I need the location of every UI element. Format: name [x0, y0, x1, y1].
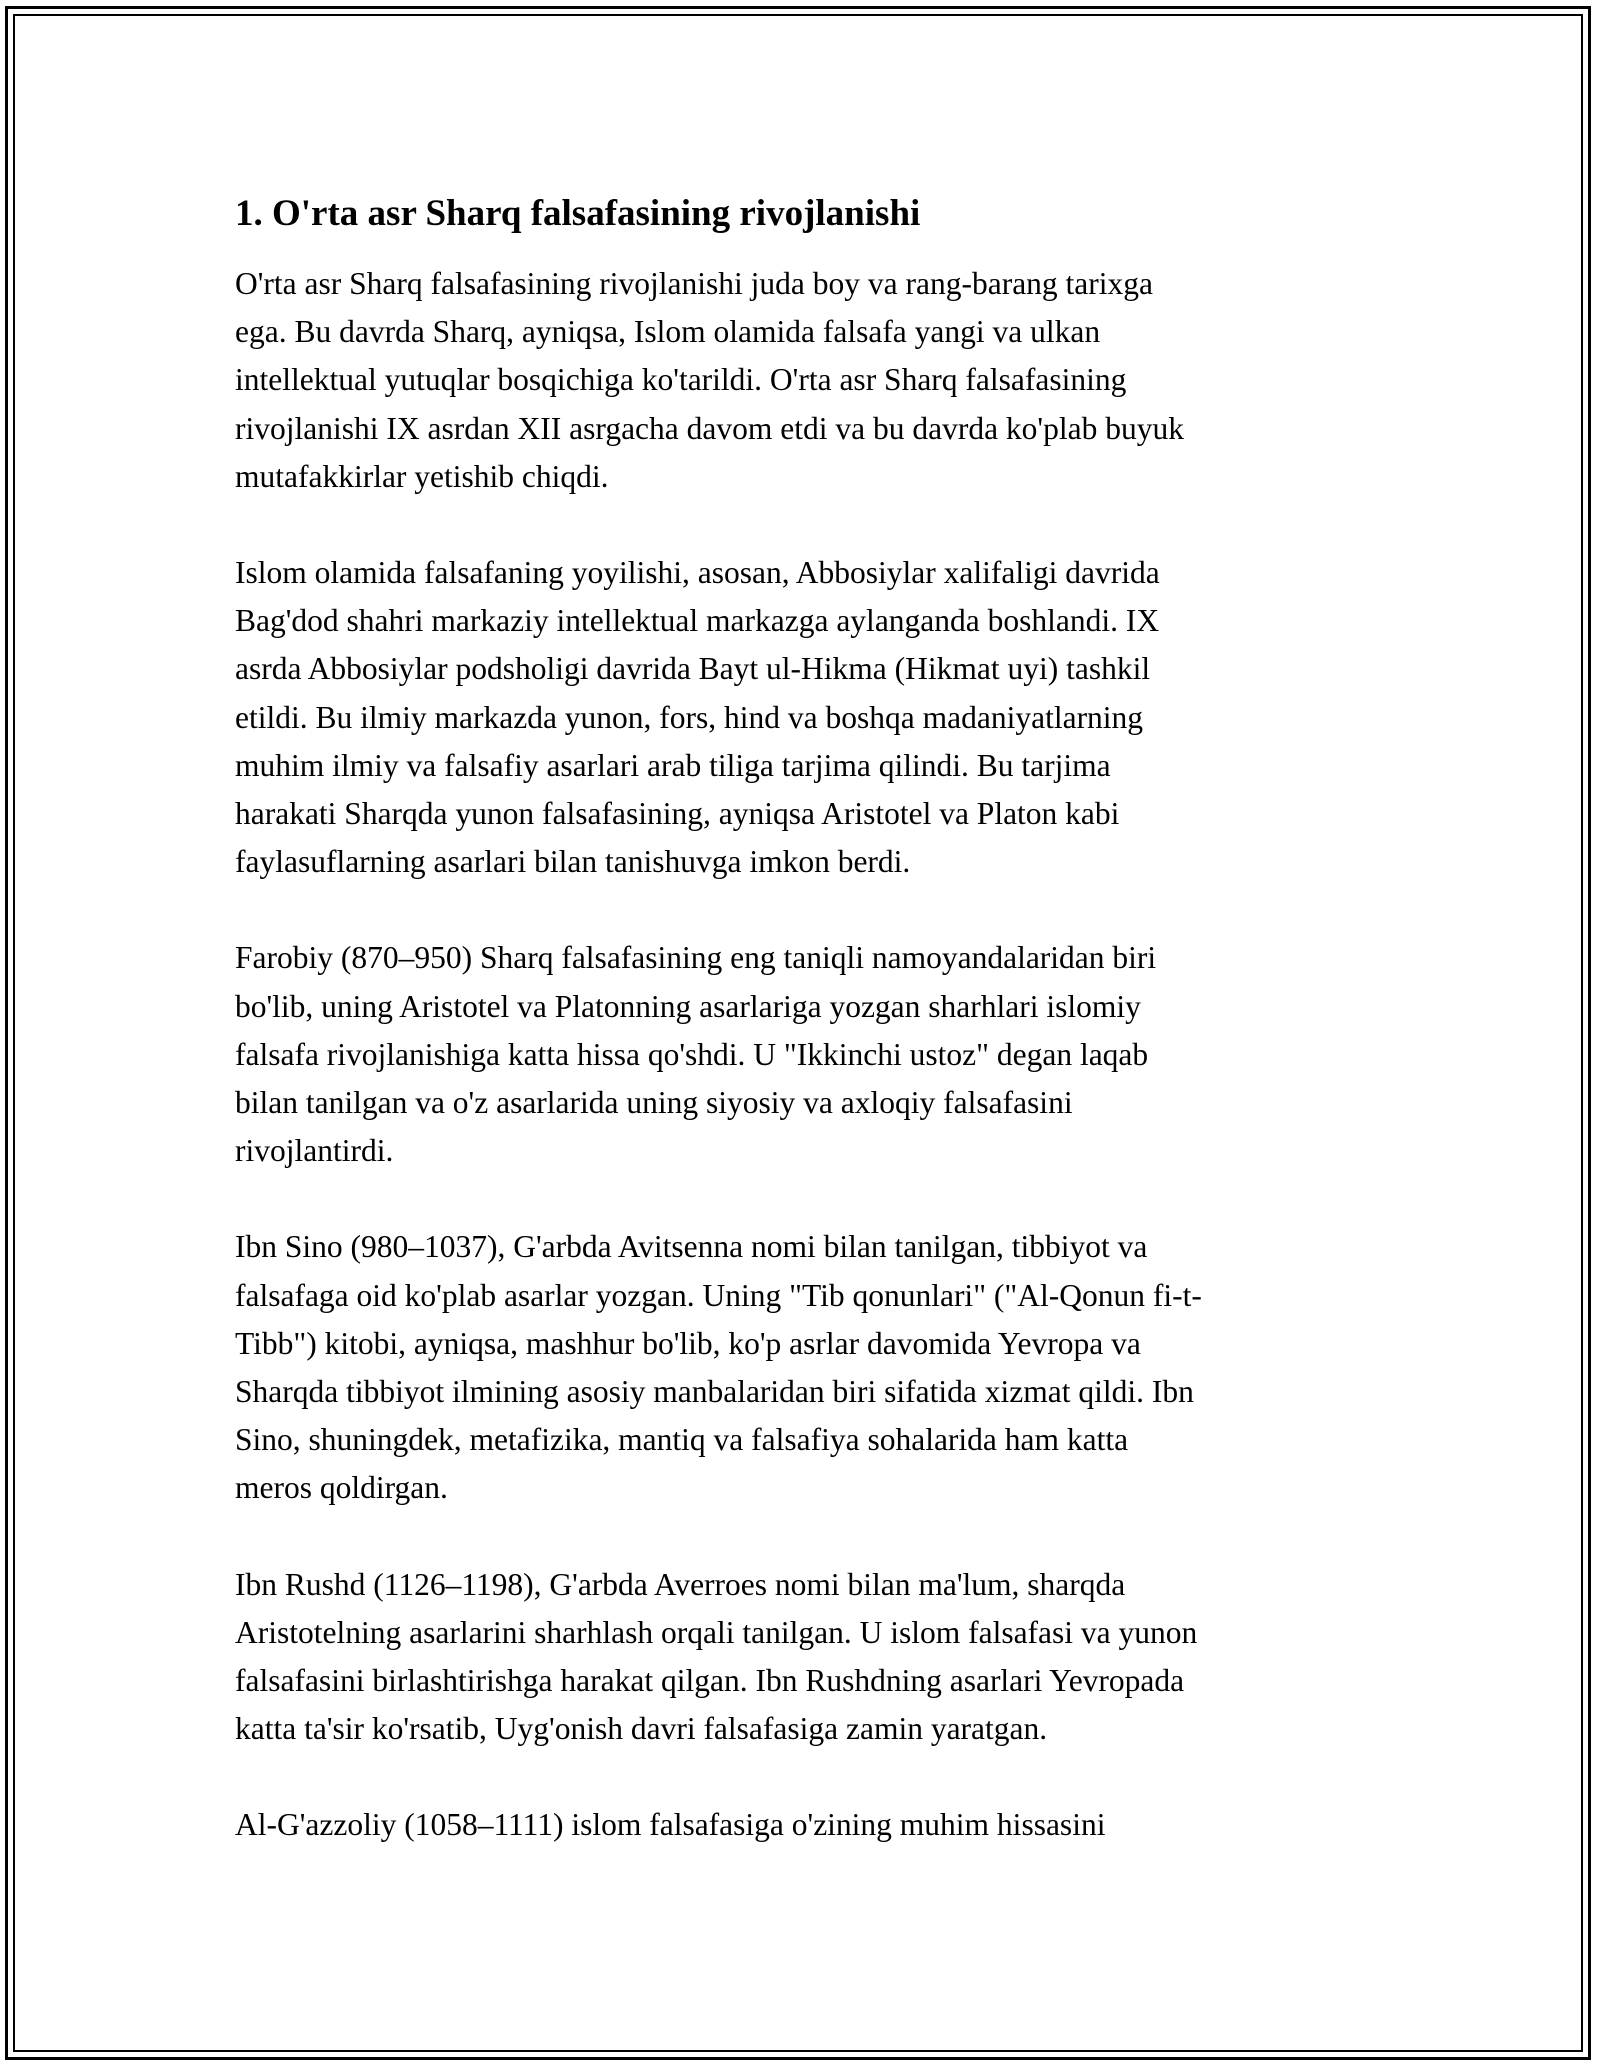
paragraph-ibn-sino: [235, 1223, 1375, 1512]
text-line: Farobiy (870–950) Sharq falsafasining eng taniqli namoyandalaridan biri: [235, 940, 1157, 976]
document-body: [235, 186, 1375, 1898]
paragraph-islamic-world: [235, 549, 1375, 886]
paragraph-intro: [235, 260, 1375, 501]
text-line: rivojlanishi IX asrdan XII asrgacha davom etdi va bu davrda ko'plab buyuk: [235, 410, 1184, 446]
text-line: muhim ilmiy va falsafiy asarlari arab tiliga tarjima qilindi. Bu tarjima: [235, 747, 1111, 783]
text-line: falsafa rivojlanishiga katta hissa qo'shdi. U "Ikkinchi ustoz" degan laqab: [235, 1036, 1149, 1072]
text-line: intellektual yutuqlar bosqichiga ko'tarildi. O'rta asr Sharq falsafasining: [235, 362, 1127, 398]
text-line: faylasuflarning asarlari bilan tanishuvga imkon berdi.: [235, 844, 911, 880]
text-line: Sharqda tibbiyot ilmining asosiy manbalaridan biri sifatida xizmat qildi. Ibn: [235, 1374, 1194, 1410]
text-line: etildi. Bu ilmiy markazda yunon, fors, hind va boshqa madaniyatlarning: [235, 699, 1144, 735]
text-line: harakati Sharqda yunon falsafasining, ayniqsa Aristotel va Platon kabi: [235, 796, 1120, 832]
text-line: ega. Bu davrda Sharq, ayniqsa, Islom olamida falsafa yangi va ulkan: [235, 314, 1101, 350]
text-line: O'rta asr Sharq falsafasining rivojlanishi juda boy va rang-barang tarixga: [235, 266, 1154, 301]
text-line: Ibn Sino (980–1037), G'arbda Avitsenna nomi bilan tanilgan, tibbiyot va: [235, 1229, 1148, 1265]
text-line: Islom olamida falsafaning yoyilishi, asosan, Abbosiylar xalifaligi davrida: [235, 555, 1160, 591]
paragraph-farobiy: [235, 934, 1375, 1175]
paragraph-ibn-rushd: [235, 1561, 1375, 1754]
text-line: mutafakkirlar yetishib chiqdi.: [235, 458, 609, 494]
text-line: Ibn Rushd (1126–1198), G'arbda Averroes nomi bilan ma'lum, sharqda: [235, 1566, 1126, 1602]
text-line: meros qoldirgan.: [235, 1470, 448, 1506]
section-heading: 1. O'rta asr Sharq falsafasining rivojlanishi: [235, 193, 921, 234]
text-line: Aristotelning asarlarini sharhlash orqali tanilgan. U islom falsafasi va yunon: [235, 1614, 1198, 1650]
text-line: katta ta'sir ko'rsatib, Uyg'onish davri falsafasiga zamin yaratgan.: [235, 1711, 1048, 1747]
text-line: bo'lib, uning Aristotel va Platonning asarlariga yozgan sharhlari islomiy: [235, 988, 1141, 1024]
text-line: Bag'dod shahri markaziy intellektual markazga aylanganda boshlandi. IX: [235, 603, 1160, 639]
text-line: Al-G'azzoliy (1058–1111) islom falsafasiga o'zining muhim hissasini: [235, 1807, 1106, 1843]
paragraph-al-gazzoliy: [235, 1801, 1375, 1849]
text-line: falsafaga oid ko'plab asarlar yozgan. Uning "Tib qonunlari" ("Al-Qonun fi-t-: [235, 1277, 1202, 1313]
text-line: bilan tanilgan va o'z asarlarida uning siyosiy va axloqiy falsafasini: [235, 1085, 1073, 1121]
text-line: falsafasini birlashtirishga harakat qilgan. Ibn Rushdning asarlari Yevropada: [235, 1663, 1185, 1699]
text-line: rivojlantirdi.: [235, 1133, 394, 1169]
text-line: asrda Abbosiylar podsholigi davrida Bayt ul-Hikma (Hikmat uyi) tashkil: [235, 651, 1151, 687]
text-line: Sino, shuningdek, metafizika, mantiq va falsafiya sohalarida ham katta: [235, 1422, 1129, 1458]
text-line: Tibb") kitobi, ayniqsa, mashhur bo'lib, ko'p asrlar davomida Yevropa va: [235, 1325, 1141, 1361]
